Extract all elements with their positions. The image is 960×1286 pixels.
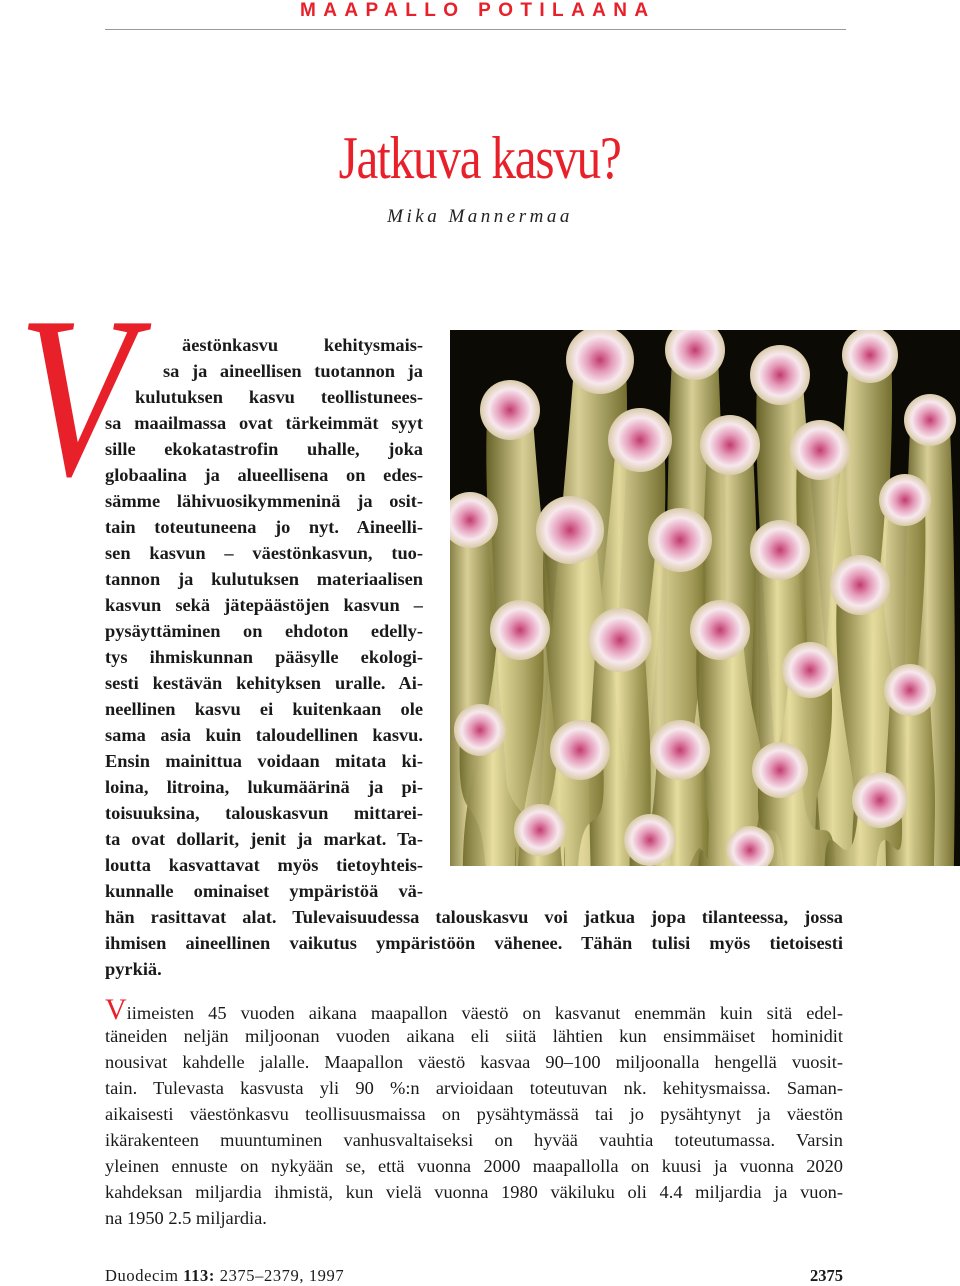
lead-line: sa maailmassa ovat tärkeimmät syyt bbox=[105, 413, 423, 433]
article-author: Mika Mannermaa bbox=[387, 206, 573, 227]
tentacle-tip bbox=[852, 772, 908, 828]
lead-line: globaalina ja alueellisena on edes- bbox=[105, 465, 423, 485]
lead-line: loina, litroina, lukumäärinä ja pi- bbox=[105, 777, 423, 797]
tentacle-tip bbox=[624, 814, 676, 866]
header-rule bbox=[105, 29, 846, 30]
tentacle-tip bbox=[752, 742, 808, 798]
tentacle-tip bbox=[700, 415, 760, 475]
body-line bbox=[105, 997, 843, 1023]
lead-line: äestönkasvu kehitysmais- bbox=[182, 335, 423, 355]
tentacle-tip bbox=[690, 600, 750, 660]
tentacle-tip bbox=[608, 408, 672, 472]
lead-line: toisuuksina, talouskasvun mittarei- bbox=[105, 803, 423, 823]
lead-line: ihmisen aineellinen vaikutus ympäristöön vähenee. Tähän tulisi myös tietoisesti bbox=[105, 933, 843, 953]
tentacle-tip bbox=[782, 642, 838, 698]
tentacle-tip bbox=[648, 508, 712, 572]
tentacle-tip bbox=[536, 496, 604, 564]
lead-line: Ensin mainittua voidaan mitata ki- bbox=[105, 751, 423, 771]
lead-line: hän rasittavat alat. Tulevaisuudessa talouskasvu voi jatkua jopa tilanteessa, jossa bbox=[105, 907, 843, 927]
footer-volume: 113: bbox=[183, 1266, 215, 1285]
article-title: Jatkuva kasvu? bbox=[338, 125, 621, 191]
lead-line: kunnalle ominaiset ympäristöä vä- bbox=[105, 881, 423, 901]
footer-citation bbox=[105, 1266, 344, 1286]
lead-line: neellinen kasvu ei kuitenkaan ole bbox=[105, 699, 423, 719]
lead-line: ta ovat dollarit, jenit ja markat. Ta- bbox=[105, 829, 423, 849]
tentacle-tip bbox=[750, 345, 810, 405]
tentacle-tip bbox=[514, 804, 566, 856]
tentacle-tip bbox=[830, 555, 890, 615]
tentacle-tip bbox=[750, 520, 810, 580]
tentacle-tip bbox=[490, 600, 550, 660]
lead-line: sämme lähivuosikymmeninä ja osit- bbox=[105, 491, 423, 511]
tentacle-tip bbox=[588, 608, 652, 672]
lead-line: sa ja aineellisen tuotannon ja bbox=[163, 361, 423, 381]
lead-line: sille ekokatastrofin uhalle, joka bbox=[105, 439, 423, 459]
lead-line: tain toteutuneena jo nyt. Aineelli- bbox=[105, 517, 423, 537]
lead-line: kulutuksen kasvu teollistunees- bbox=[135, 387, 423, 407]
body-line: yleinen ennuste on nykyään se, että vuonna 2000 maapallolla on kuusi ja vuonna 2020 bbox=[105, 1156, 843, 1176]
lead-line: sama asia kuin taloudellinen kasvu. bbox=[105, 725, 423, 745]
sea-anemone-photo bbox=[450, 330, 960, 866]
tentacle-tip bbox=[904, 394, 956, 446]
body-line: ikärakenteen muuntuminen vanhusvaltaiseksi on hyvää vauhtia toteutumassa. Varsin bbox=[105, 1130, 843, 1150]
lead-line: pyrkiä. bbox=[105, 959, 162, 979]
page-number: 2375 bbox=[810, 1266, 843, 1285]
body-line: na 1950 2.5 miljardia. bbox=[105, 1208, 267, 1228]
footer-journal: Duodecim bbox=[105, 1266, 179, 1285]
lead-line: sesti kestävän kehityksen uralle. Ai- bbox=[105, 673, 423, 693]
lead-line: pysäyttäminen on ehdoton edelly- bbox=[105, 621, 423, 641]
body-line: kahdeksan miljardia ihmistä, kun vielä vuonna 1980 väkiluku oli 4.4 miljardia ja vuon- bbox=[105, 1182, 843, 1202]
lead-line: kasvun sekä jätepäästöjen kasvun – bbox=[105, 595, 423, 615]
tentacle-tip bbox=[650, 720, 710, 780]
body-line: tain. Tulevasta kasvusta yli 90 %:n arvioidaan toteutuvan nk. kehitysmaissa. Saman- bbox=[105, 1078, 843, 1098]
tentacle-tip bbox=[790, 420, 850, 480]
tentacle-tip bbox=[884, 664, 936, 716]
body-line: aikaisesti väestönkasvu teollisuusmaissa on pysähtymässä tai jo pysähtynyt ja väestön bbox=[105, 1104, 843, 1124]
footer-pages: 2375–2379, 1997 bbox=[219, 1266, 345, 1285]
lead-line: loutta kasvattavat myös tietoyhteis- bbox=[105, 855, 423, 875]
tentacle-tip bbox=[480, 380, 540, 440]
lead-line: sen kasvun – väestönkasvun, tuo- bbox=[105, 543, 423, 563]
body-line-text: iimeisten 45 vuoden aikana maapallon väestö on kasvanut enemmän kuin sitä edel- bbox=[126, 1003, 843, 1023]
body-line: nousivat kahdelle jalalle. Maapallon väestö kasvaa 90–100 miljoonalla hengellä vuosit- bbox=[105, 1052, 843, 1072]
lead-line: tys ihmiskunnan pääsylle ekologi- bbox=[105, 647, 423, 667]
section-label: MAAPALLO POTILAANA bbox=[300, 0, 656, 21]
body-line: täneiden neljän miljoonan vuoden aikana eli siitä lähtien kun ensimmäiset hominidit bbox=[105, 1026, 843, 1046]
lead-line: tannon ja kulutuksen materiaalisen bbox=[105, 569, 423, 589]
tentacle-tip bbox=[454, 704, 506, 756]
body-dropcap: V bbox=[105, 997, 127, 1023]
tentacle-tip bbox=[879, 474, 931, 526]
tentacle-tip bbox=[550, 720, 610, 780]
lead-dropcap: V bbox=[18, 269, 134, 524]
